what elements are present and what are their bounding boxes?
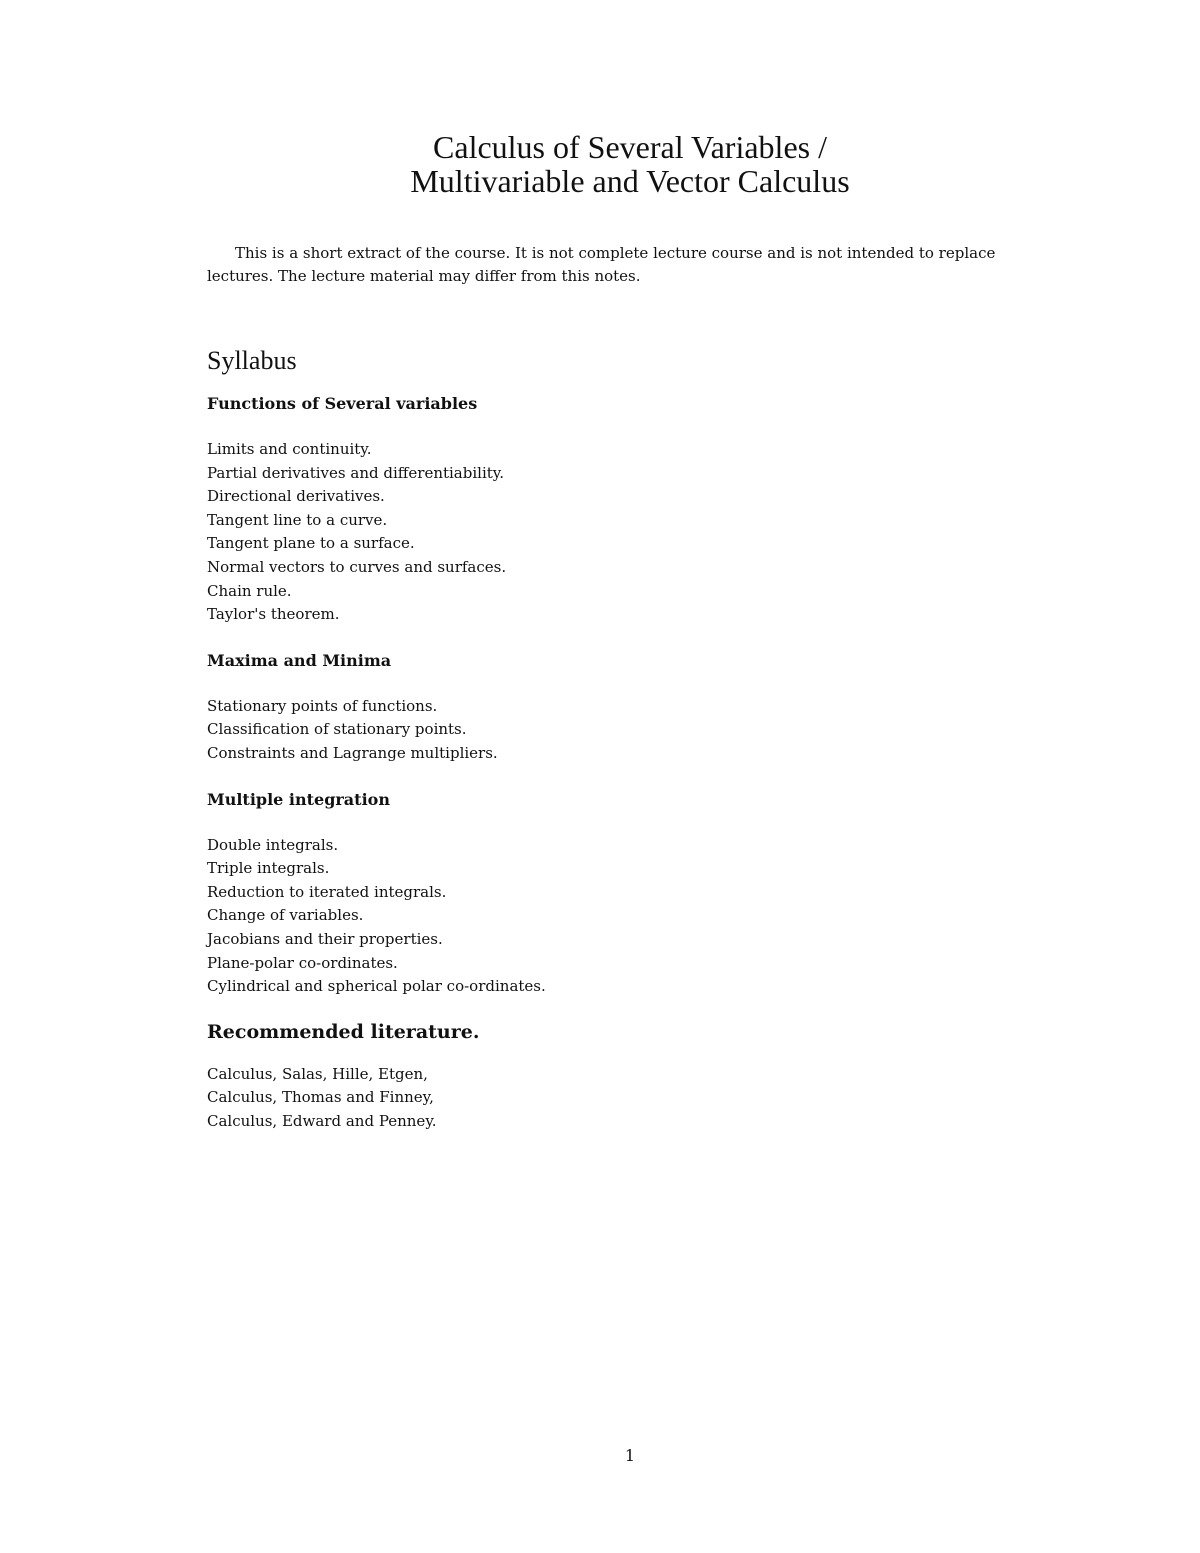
literature-list	[207, 1063, 1057, 1134]
functions-topic-list	[207, 438, 1057, 627]
literature-item: Calculus, Thomas and Finney,	[207, 1088, 434, 1107]
list-item: Stationary points of functions.	[207, 696, 438, 715]
list-item: Reduction to iterated integrals.	[207, 882, 447, 901]
literature-heading: Recommended literature.	[207, 1020, 480, 1043]
section-multiple-integration	[207, 788, 1057, 999]
section-title-maxima-minima: Maxima and Minima	[207, 650, 392, 670]
literature-item: Calculus, Salas, Hille, Etgen,	[207, 1064, 428, 1083]
section-title-multiple-integration: Multiple integration	[207, 789, 390, 809]
maxima-topic-list	[207, 695, 1057, 766]
list-item: Partial derivatives and differentiability.	[207, 463, 505, 482]
list-item: Tangent plane to a surface.	[207, 534, 415, 553]
list-item: Change of variables.	[207, 906, 364, 925]
list-item: Tangent line to a curve.	[207, 510, 388, 529]
list-item: Taylor's theorem.	[207, 605, 340, 624]
section-literature	[207, 1019, 1057, 1134]
list-item: Jacobians and their properties.	[207, 929, 443, 948]
section-title-functions: Functions of Several variables	[207, 394, 478, 413]
literature-item: Calculus, Edward and Penney.	[207, 1111, 437, 1130]
syllabus-heading: Syllabus	[207, 346, 297, 375]
list-item: Triple integrals.	[207, 859, 330, 878]
page-number: 1	[624, 1446, 636, 1465]
list-item: Double integrals.	[207, 835, 339, 854]
list-item: Classification of stationary points.	[207, 720, 467, 739]
list-item: Limits and continuity.	[207, 440, 372, 458]
syllabus-content	[207, 344, 1057, 1133]
title-line-2: Multivariable and Vector Calculus	[410, 163, 850, 199]
section-maxima-minima	[207, 649, 1057, 766]
abstract-paragraph: This is a short extract of the course. It is not complete lecture course and is not intended to replace lectures. The lecture material may differ from this notes.	[207, 244, 996, 285]
section-functions	[207, 392, 1057, 627]
list-item: Normal vectors to curves and surfaces.	[207, 557, 507, 576]
list-item: Constraints and Lagrange multipliers.	[207, 743, 498, 762]
integration-topic-list	[207, 834, 1057, 999]
list-item: Chain rule.	[207, 581, 292, 600]
list-item: Cylindrical and spherical polar co-ordinates.	[207, 977, 546, 996]
list-item: Directional derivatives.	[207, 487, 385, 506]
title-line-1: Calculus of Several Variables /	[433, 129, 827, 165]
list-item: Plane-polar co-ordinates.	[207, 953, 398, 972]
document-title	[0, 130, 1200, 198]
